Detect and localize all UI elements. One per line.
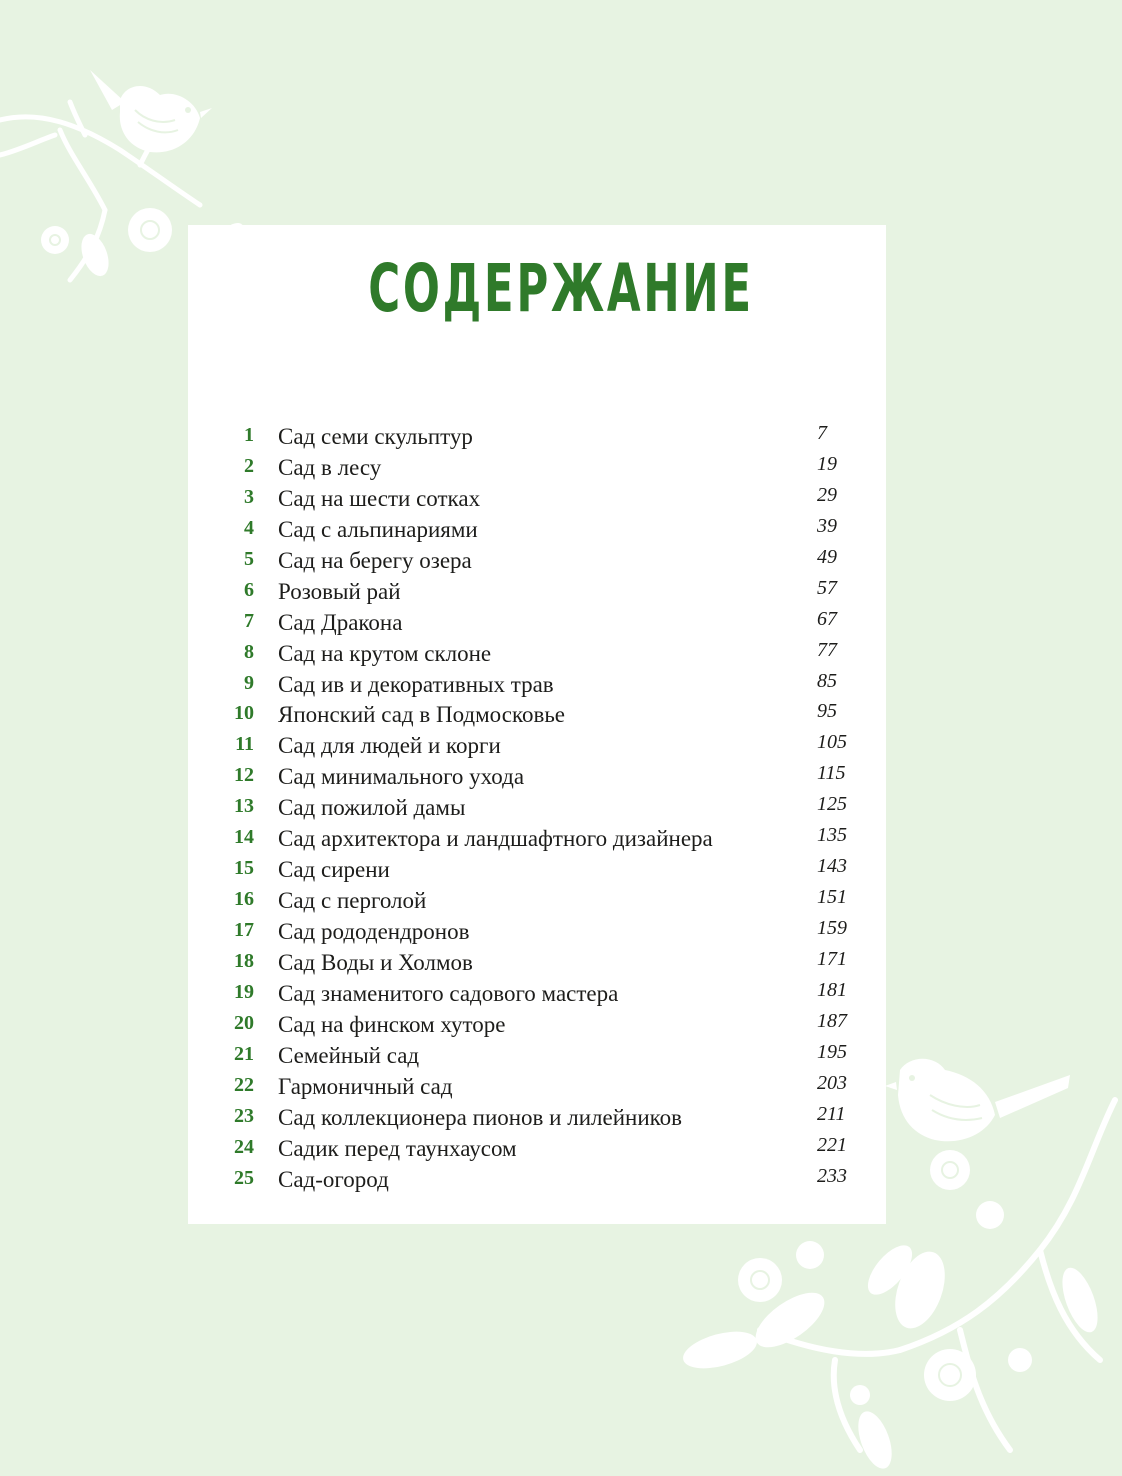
chapter-title: Сад архитектора и ландшафтного дизайнера [278, 826, 713, 852]
chapter-title: Сад сирени [278, 857, 390, 883]
chapter-number: 13 [234, 795, 254, 818]
chapter-number: 6 [244, 578, 254, 601]
chapter-title: Сад ив и декоративных трав [278, 671, 554, 697]
page-number: 57 [817, 576, 837, 599]
toc-entry[interactable] [0, 977, 1122, 1008]
chapter-title: Сад для людей и корги [278, 733, 501, 759]
chapter-number: 21 [234, 1042, 254, 1065]
chapter-number: 14 [234, 826, 254, 849]
chapter-number: 3 [244, 485, 254, 508]
page-number: 49 [817, 545, 837, 568]
toc-entry[interactable] [0, 420, 1122, 451]
page-number: 95 [817, 700, 837, 723]
toc-entry[interactable] [0, 853, 1122, 884]
toc-entry[interactable] [0, 946, 1122, 977]
page-number: 105 [817, 731, 847, 754]
toc-entry[interactable] [0, 1101, 1122, 1132]
chapter-title: Сад на крутом склоне [278, 640, 492, 666]
page-number: 135 [817, 824, 847, 847]
chapter-title: Сад на финском хуторе [278, 1011, 506, 1037]
chapter-number: 8 [244, 640, 254, 663]
toc-entry[interactable] [0, 884, 1122, 915]
page-number: 159 [817, 917, 847, 939]
page-number: 187 [817, 1009, 847, 1032]
toc-entry[interactable] [0, 822, 1122, 853]
chapter-title: Сад рододендронов [278, 919, 470, 944]
page-number: 195 [817, 1040, 847, 1063]
toc-entry[interactable] [0, 544, 1122, 575]
chapter-number: 2 [244, 454, 254, 477]
page-number: 77 [817, 638, 837, 661]
chapter-title: Сад с альпинариями [278, 516, 478, 542]
toc-entry[interactable] [0, 606, 1122, 637]
chapter-number: 4 [244, 516, 254, 539]
chapter-title: Сад-огород [278, 1166, 389, 1192]
chapter-title: Сад на шести сотках [278, 485, 481, 511]
toc-entry[interactable] [0, 698, 1122, 729]
chapter-title: Сад минимального ухода [278, 764, 525, 790]
table-of-contents [0, 420, 1122, 1193]
chapter-number: 10 [234, 702, 254, 725]
chapter-number: 7 [244, 609, 254, 632]
chapter-number: 19 [234, 980, 254, 1003]
page-number: 211 [817, 1102, 846, 1125]
toc-entry[interactable] [0, 791, 1122, 822]
chapter-number: 1 [244, 424, 254, 446]
chapter-title: Сад коллекционера пионов и лилейников [278, 1104, 682, 1130]
page-number: 221 [817, 1133, 847, 1156]
page-number: 233 [817, 1164, 847, 1187]
toc-entry[interactable] [0, 760, 1122, 791]
chapter-title: Японский сад в Подмосковье [278, 702, 566, 728]
page-number: 19 [817, 452, 837, 475]
page-number: 151 [817, 886, 847, 909]
toc-entry[interactable] [0, 915, 1122, 946]
chapter-number: 15 [234, 857, 254, 880]
toc-entry[interactable] [0, 729, 1122, 760]
chapter-number: 5 [244, 547, 254, 570]
toc-entry[interactable] [0, 1039, 1122, 1070]
chapter-title: Сад в лесу [278, 454, 382, 480]
chapter-title: Семейный сад [278, 1042, 420, 1068]
chapter-number: 17 [234, 919, 254, 941]
page-number: 181 [817, 978, 847, 1001]
chapter-title: Гармоничный сад [278, 1073, 453, 1099]
chapter-number: 18 [234, 949, 254, 972]
toc-entry[interactable] [0, 575, 1122, 606]
chapter-title: Сад с перголой [278, 888, 427, 914]
toc-entry[interactable] [0, 637, 1122, 668]
page-number: 85 [817, 669, 837, 692]
chapter-number: 9 [244, 671, 254, 694]
toc-entry[interactable] [0, 1163, 1122, 1194]
page-number: 29 [817, 483, 837, 506]
chapter-title: Садик перед таунхаусом [278, 1135, 517, 1161]
chapter-number: 20 [234, 1011, 254, 1034]
chapter-title: Сад Воды и Холмов [278, 949, 473, 975]
chapter-number: 24 [234, 1135, 254, 1158]
chapter-title: Сад семи скульптур [278, 424, 473, 449]
page-number: 125 [817, 793, 847, 816]
toc-entry[interactable] [0, 451, 1122, 482]
chapter-title: Сад пожилой дамы [278, 795, 466, 821]
toc-entry[interactable] [0, 1070, 1122, 1101]
page-number: 67 [817, 607, 837, 630]
toc-entry[interactable] [0, 1008, 1122, 1039]
chapter-number: 22 [234, 1073, 254, 1096]
page-number: 39 [817, 514, 837, 537]
page-number: 171 [817, 947, 847, 970]
page-title: СОДЕРЖАНИЕ [368, 250, 754, 327]
toc-entry[interactable] [0, 668, 1122, 699]
chapter-title: Сад на берегу озера [278, 547, 472, 573]
toc-entry[interactable] [0, 482, 1122, 513]
toc-entry[interactable] [0, 513, 1122, 544]
chapter-number: 12 [234, 764, 254, 787]
chapter-number: 16 [234, 888, 254, 911]
page-number: 143 [817, 855, 847, 878]
chapter-title: Розовый рай [278, 578, 401, 604]
chapter-number: 11 [235, 733, 254, 756]
page-number: 115 [817, 762, 846, 785]
chapter-title: Сад знаменитого садового мастера [278, 980, 619, 1006]
chapter-title: Сад Дракона [278, 609, 403, 635]
chapter-number: 25 [234, 1166, 254, 1189]
page-number: 203 [817, 1071, 847, 1094]
chapter-number: 23 [234, 1104, 254, 1127]
toc-entry[interactable] [0, 1132, 1122, 1163]
page-number: 7 [817, 422, 827, 444]
